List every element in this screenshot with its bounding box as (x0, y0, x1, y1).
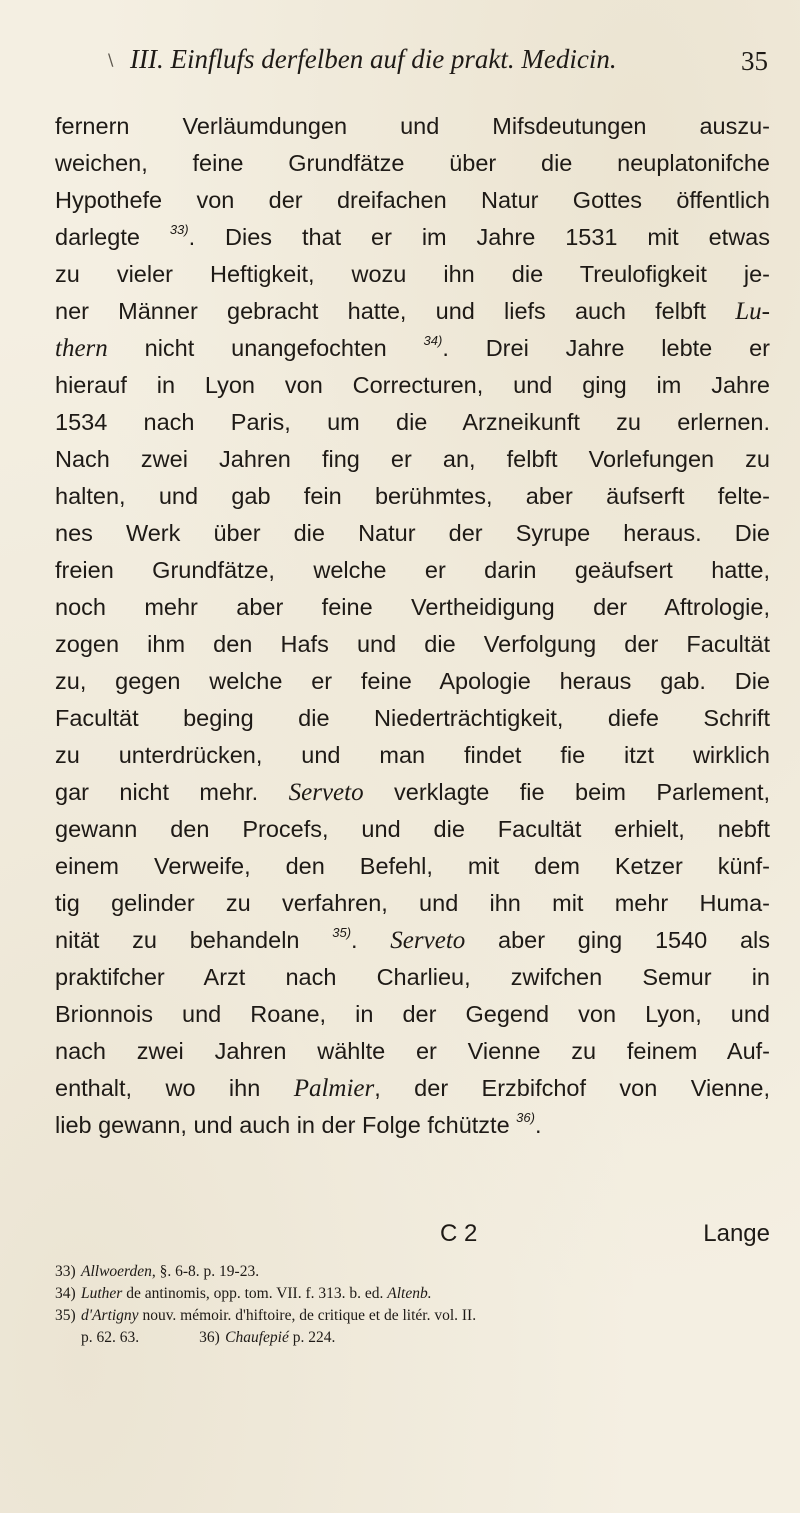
text-run: nität zu behandeln (55, 927, 333, 953)
italic-name: thern (55, 335, 108, 362)
italic-name: Palmier (293, 1075, 375, 1102)
text-run: nicht unangefochten (107, 335, 424, 361)
text-run: . (534, 1112, 542, 1138)
text-run: verklagte fie beim Parlement, (363, 779, 770, 805)
text-run: zu vieler Heftigkeit, wozu ihn die Treulofigkeit je- (55, 261, 770, 287)
text-line (55, 589, 770, 626)
text-run: darlegte (55, 224, 170, 250)
text-run: Facultät beging die Niederträchtigkeit, diefe Schrift (55, 705, 770, 731)
text-run: nes Werk über die Natur der Syrupe heraus. Die (55, 520, 770, 546)
page-number: 35 (741, 46, 768, 76)
footnote (55, 1261, 770, 1283)
footnote-number: 34) (55, 1285, 76, 1302)
footnote-author: Allwoerden (81, 1263, 152, 1280)
text-line (55, 293, 770, 330)
text-run: , der Erzbifchof von Vienne, (374, 1075, 771, 1101)
footnote (55, 1305, 770, 1327)
text-line (55, 108, 770, 145)
text-run: zogen ihm den Hafs und die Verfolgung der Facultät (55, 631, 770, 657)
footnote-text: de antinomis, opp. tom. VII. f. 313. b. ed. (122, 1285, 388, 1302)
text-run: Nach zwei Jahren fing er an, felbft Vorlefungen zu (55, 446, 770, 472)
footnote-text: nouv. mémoir. d'hiftoire, de critique et de litér. vol. II. (138, 1307, 477, 1324)
text-run: freien Grundfätze, welche er darin geäufsert hatte, (55, 557, 770, 583)
text-run: weichen, feine Grundfätze über die neuplatonifche (55, 150, 770, 176)
catchword: Lange (703, 1220, 770, 1247)
text-run: ner Männer gebracht hatte, und liefs auch felbft (55, 298, 736, 324)
main-text (55, 108, 770, 1144)
text-line (55, 367, 770, 404)
text-run: gewann den Procefs, und die Facultät erhielt, nebft (55, 816, 770, 842)
text-run: hierauf in Lyon von Correcturen, und ging im Jahre (55, 372, 770, 398)
text-run: nach zwei Jahren wählte er Vienne zu feinem Auf- (55, 1038, 770, 1064)
text-line (55, 811, 770, 848)
text-line (55, 774, 770, 811)
text-line (55, 1070, 770, 1107)
text-line (55, 441, 770, 478)
text-line (55, 182, 770, 219)
text-line (55, 848, 770, 885)
text-run: enthalt, wo ihn (55, 1075, 294, 1101)
footnote-text: , §. 6-8. p. 19-23. (151, 1263, 260, 1280)
text-line (55, 330, 770, 367)
text-run: . Drei Jahre lebte er (442, 335, 771, 361)
footnote-text: p. 224. (288, 1329, 336, 1346)
text-line (55, 922, 770, 959)
text-line (55, 219, 770, 256)
italic-name: Lu- (735, 298, 770, 325)
text-line (55, 404, 770, 441)
text-run: . Dies that er im Jahre 1531 mit etwas (188, 224, 770, 250)
text-run: 1534 nach Paris, um die Arzneikunft zu erlernen. (55, 409, 770, 435)
text-run: einem Verweife, den Befehl, mit dem Ketzer künf- (55, 853, 770, 879)
margin-mark: \ (108, 50, 114, 69)
footnote-reference: 36) (516, 1110, 535, 1125)
text-line (55, 700, 770, 737)
text-run: praktifcher Arzt nach Charlieu, zwifchen Semur in (55, 964, 770, 990)
text-line (55, 145, 770, 182)
footnote-author: Chaufepié (225, 1329, 289, 1346)
text-line (55, 1107, 770, 1144)
footnote-reference: 35) (332, 925, 352, 940)
footnote-number: 35) (55, 1307, 76, 1324)
footnote (55, 1283, 770, 1305)
text-run: . (351, 927, 391, 953)
text-run: zu, gegen welche er feine Apologie heraus gab. Die (55, 668, 770, 694)
text-line (55, 478, 770, 515)
text-run: Hypothefe von der dreifachen Natur Gottes öffentlich (55, 187, 770, 213)
text-line (55, 626, 770, 663)
footnote-number: 36) (199, 1329, 220, 1346)
text-run: aber ging 1540 als (465, 927, 770, 953)
text-line (55, 737, 770, 774)
footnote-edition: Altenb. (387, 1285, 432, 1302)
text-line (55, 663, 770, 700)
text-run: gar nicht mehr. (55, 779, 289, 805)
footnote-text: p. 62. 63. (81, 1329, 140, 1346)
text-run: fernern Verläumdungen und Mifsdeutungen auszu- (55, 113, 770, 139)
text-line (55, 959, 770, 996)
footnote-author: d'Artigny (81, 1307, 139, 1324)
running-header (108, 40, 768, 84)
footnote-author: Luther (81, 1285, 123, 1302)
text-run: noch mehr aber feine Vertheidigung der Aftrologie, (55, 594, 770, 620)
text-run: Brionnois und Roane, in der Gegend von Lyon, und (55, 1001, 770, 1027)
text-line (55, 1033, 770, 1070)
running-title: III. Einflufs derfelben auf die prakt. Medicin. (130, 44, 617, 74)
signature-mark: C 2 (440, 1220, 478, 1247)
footnote-continuation (55, 1327, 770, 1349)
text-line (55, 256, 770, 293)
footnote-reference: 33) (169, 222, 189, 237)
italic-name: Serveto (288, 779, 364, 806)
text-line (55, 515, 770, 552)
footnote-reference: 34) (423, 333, 443, 348)
footnote-number: 33) (55, 1263, 76, 1280)
text-line (55, 552, 770, 589)
text-run: lieb gewann, und auch in der Folge fchützte (55, 1112, 517, 1138)
footnotes (55, 1261, 770, 1349)
text-run: zu unterdrücken, und man findet fie itzt wirklich (55, 742, 770, 768)
signature-row (55, 1220, 770, 1254)
text-line (55, 996, 770, 1033)
text-line (55, 885, 770, 922)
italic-name: Serveto (390, 927, 466, 954)
text-run: halten, und gab fein berühmtes, aber äufserft felte- (55, 483, 770, 509)
text-run: tig gelinder zu verfahren, und ihn mit mehr Huma- (55, 890, 770, 916)
